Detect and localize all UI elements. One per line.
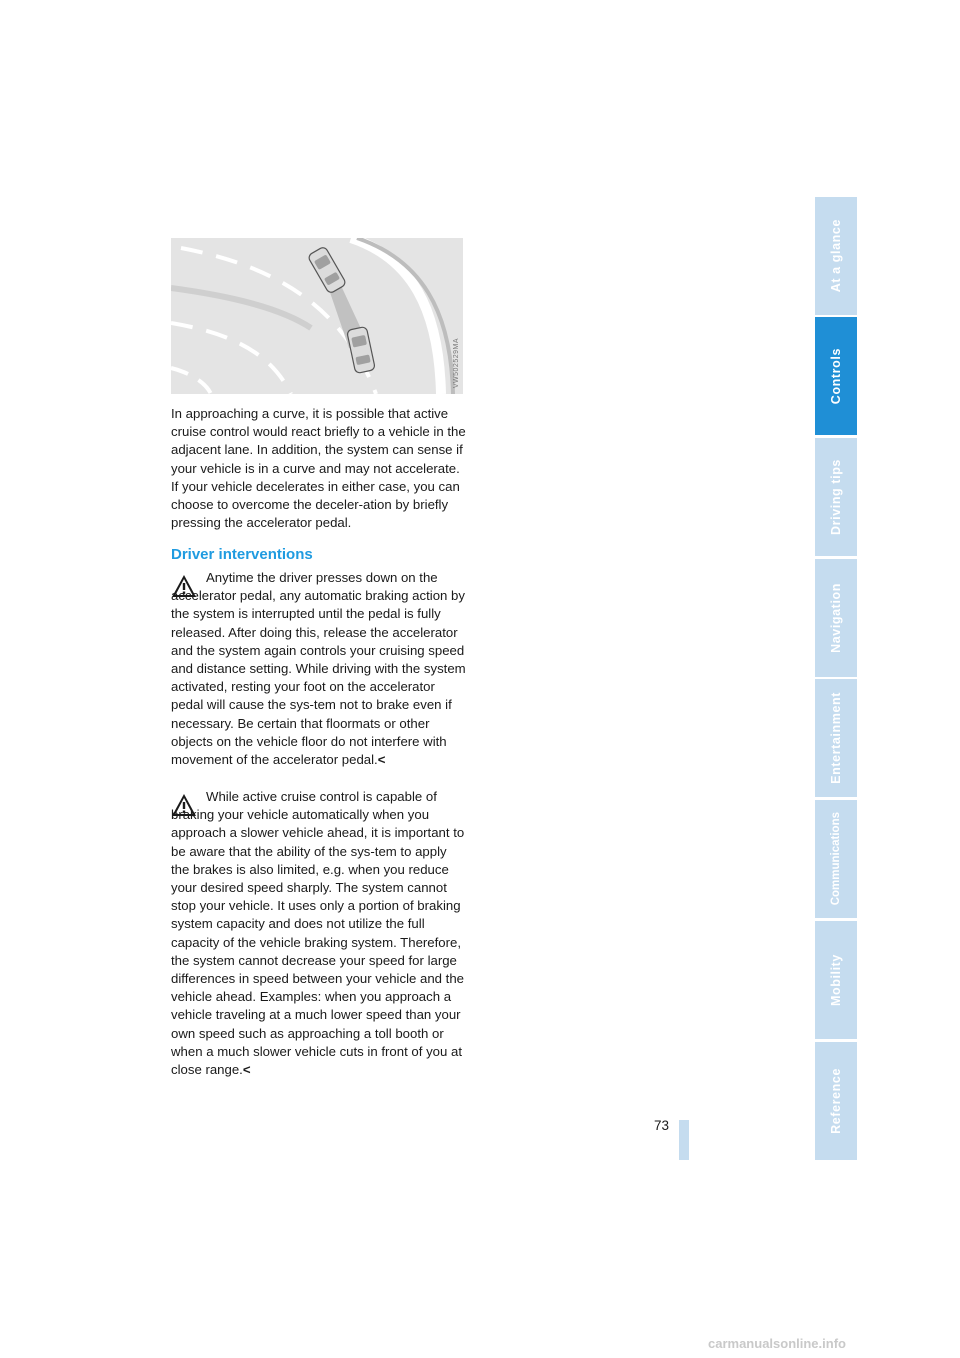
watermark-logo: carmanualsonline.info bbox=[708, 1336, 846, 1351]
tab-label: Reference bbox=[829, 1068, 843, 1134]
tab-label: Driving tips bbox=[829, 459, 843, 535]
tab-at-a-glance[interactable] bbox=[815, 197, 857, 315]
curve-illustration bbox=[171, 238, 463, 394]
tab-label: Mobility bbox=[829, 953, 843, 1007]
section-heading: Driver interventions bbox=[171, 546, 313, 563]
warning-text: While active cruise control is capable of braking your vehicle automatically when you approach a slower vehicle ahead, it is important to be aware that the ability of the sys-tem to apply the brakes is also limited, e.g. when you reduce your desired speed sharply. The system cannot stop your vehicle. It uses only a portion of braking system capacity and does not utilize the full capacity of the vehicle braking system. Therefore, the system cannot decrease your speed for large differences in speed between your vehicle and the vehicle ahead. Examples: when you approach a vehicle traveling at a much lower speed than your own speed such as approaching a toll booth or when a much slower vehicle cuts in front of you at close range. bbox=[171, 789, 465, 1078]
end-mark: < bbox=[377, 752, 386, 768]
warning-paragraph bbox=[171, 788, 467, 1079]
page-number: 73 bbox=[654, 1118, 670, 1133]
curve-road-diagram bbox=[171, 238, 463, 394]
tab-communications[interactable] bbox=[815, 800, 857, 918]
tab-label: Controls bbox=[829, 347, 843, 405]
warning-paragraph bbox=[171, 569, 467, 769]
tab-controls[interactable] bbox=[815, 317, 857, 435]
tab-label: Communications bbox=[830, 812, 842, 906]
tab-entertainment[interactable] bbox=[815, 679, 857, 797]
tab-label: At a glance bbox=[829, 219, 843, 293]
tab-mobility[interactable] bbox=[815, 921, 857, 1039]
figure-code: VW502529MA bbox=[453, 337, 460, 388]
tab-label: Entertainment bbox=[829, 692, 843, 784]
tab-driving-tips[interactable] bbox=[815, 438, 857, 556]
tab-label: Navigation bbox=[829, 583, 843, 653]
chapter-tabs bbox=[815, 197, 857, 1160]
curve-paragraph: In approaching a curve, it is possible that active cruise control would react briefly to a vehicle in the adjacent lane. In addition, the system can sense if your vehicle is in a curve and may not accelerate. If your vehicle decelerates in either case, you can choose to overcome the deceler-ation by briefly pressing the accelerator pedal. bbox=[171, 406, 466, 531]
page-marker bbox=[679, 1120, 689, 1160]
warning-text: Anytime the driver presses down on the accelerator pedal, any automatic braking action by the system is interrupted until the pedal is fully released. After doing this, release the accelerator and the system again controls your cruising speed and distance setting. While driving with the system activated, resting your foot on the accelerator pedal will cause the sys-tem not to brake even if necessary. Be certain that floormats or other objects on the vehicle floor do not interfere with movement of the accelerator pedal. bbox=[171, 570, 466, 768]
end-mark: < bbox=[242, 1062, 251, 1078]
tab-reference[interactable] bbox=[815, 1042, 857, 1160]
tab-navigation[interactable] bbox=[815, 559, 857, 677]
